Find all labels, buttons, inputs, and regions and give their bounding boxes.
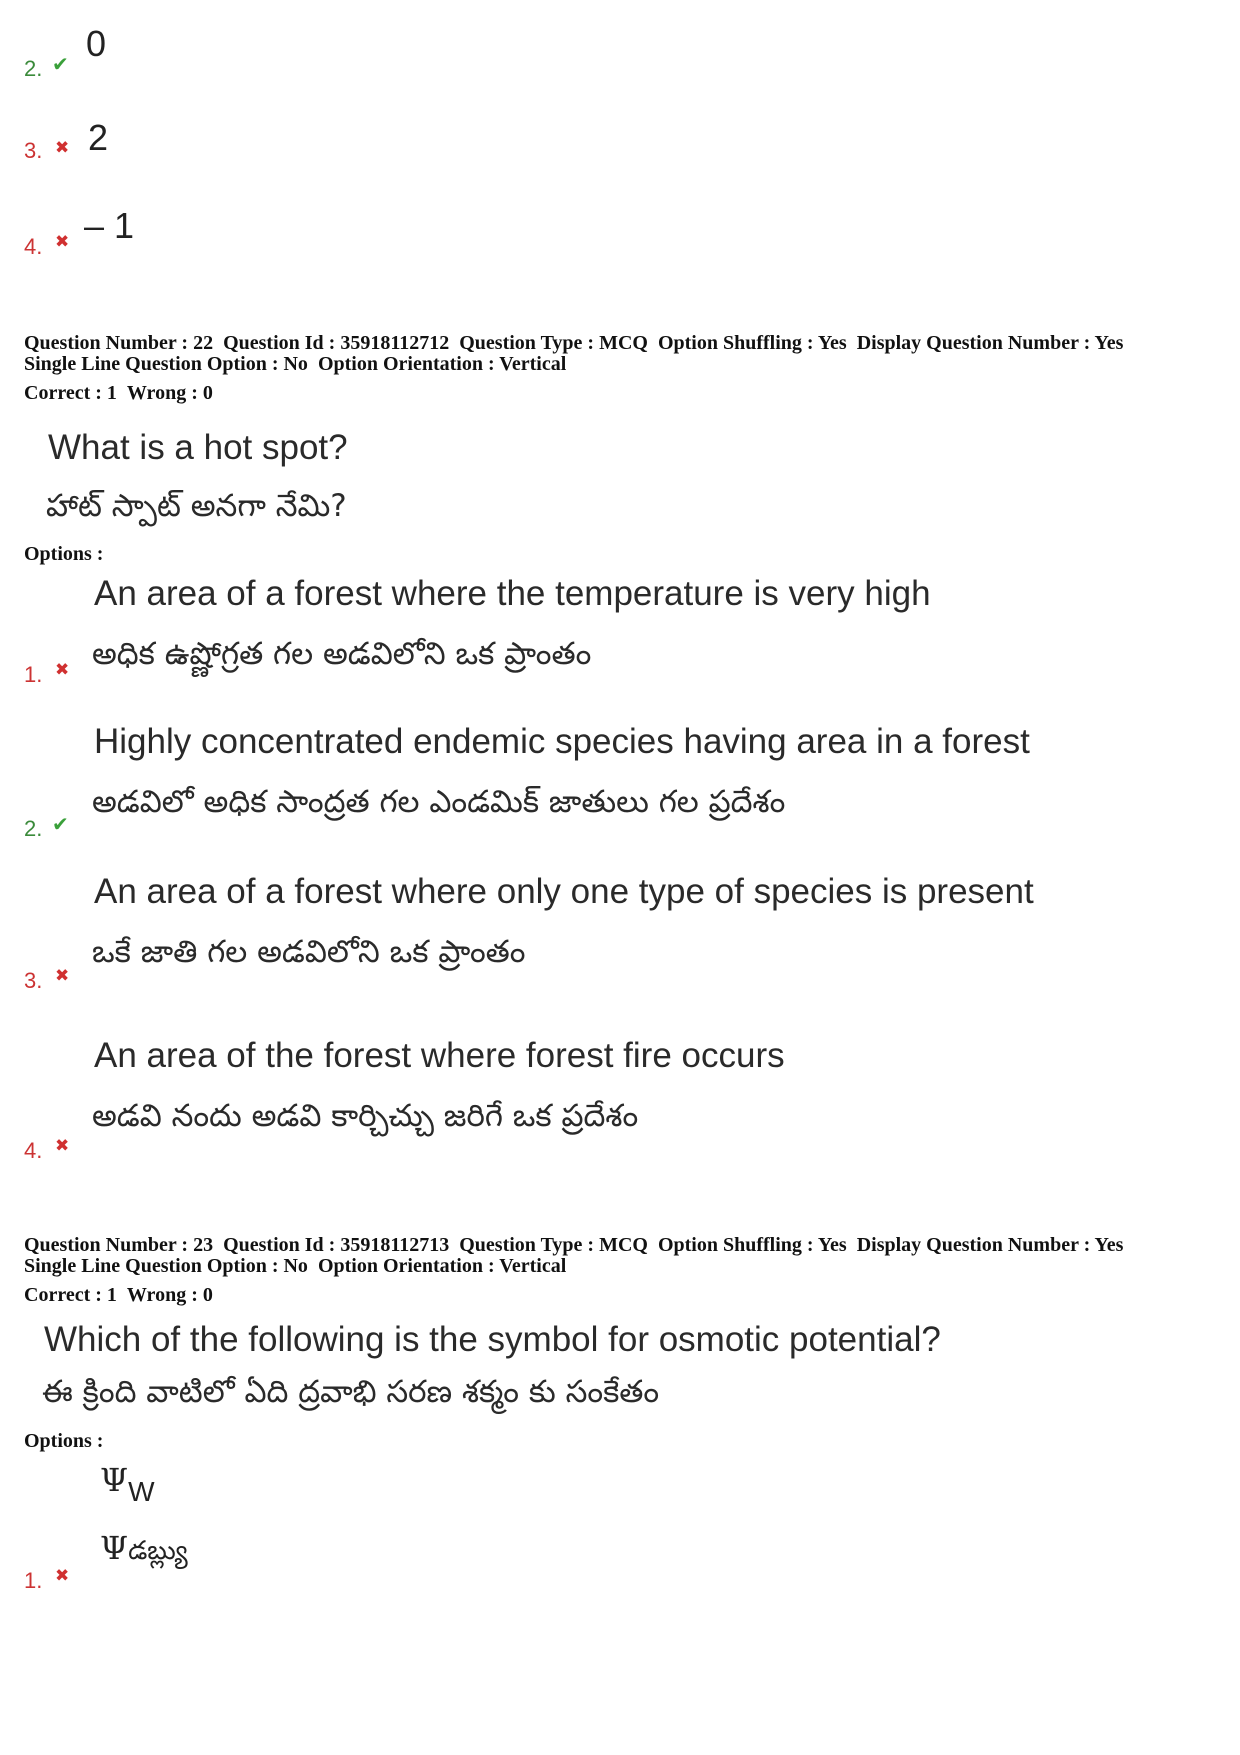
option-text-te: అడవిలో అధిక సాంద్రత గల ఎండమిక్ జాతులు గల ప్రదేశం: [92, 784, 786, 820]
option-number: 4.: [24, 234, 43, 259]
option-shuffling: Option Shuffling : Yes: [657, 332, 847, 354]
option-number: 3.: [24, 138, 43, 163]
question-type: Question Type : MCQ: [459, 1234, 648, 1256]
question-type: Question Type : MCQ: [459, 332, 648, 354]
symbol-subscript: W: [128, 1476, 155, 1507]
question-text-te: ఈ క్రింది వాటిలో ఏది ద్రవాభి సరణ శక్మం కు సంకేతం: [42, 1374, 660, 1410]
option-value: – 1: [84, 205, 135, 246]
cross-icon: ✖: [55, 1566, 70, 1586]
wrong-marks: Wrong : 0: [126, 382, 213, 404]
cross-icon: ✖: [55, 966, 70, 986]
display-question-number: Display Question Number : Yes: [856, 332, 1124, 354]
symbol-subscript-te: డబ్ల్యు: [128, 1536, 188, 1566]
question-meta-line2: [24, 1255, 576, 1277]
correct-marks: Correct : 1: [24, 382, 117, 404]
option-number: 3.: [24, 968, 43, 993]
display-question-number: Display Question Number : Yes: [856, 1234, 1124, 1256]
option-shuffling: Option Shuffling : Yes: [657, 1234, 847, 1256]
option-number: 1.: [24, 662, 43, 687]
option-number: 4.: [24, 1138, 43, 1163]
check-icon: ✔: [52, 812, 69, 836]
question-text-te: హాట్ స్పాట్ అనగా నేమి?: [46, 488, 347, 524]
cross-icon: ✖: [55, 138, 70, 158]
question-meta-line1: [24, 332, 1133, 354]
cross-icon: ✖: [55, 1136, 70, 1156]
option-number: 2.: [24, 816, 43, 841]
single-line-option: Single Line Question Option : No: [24, 353, 308, 375]
wrong-marks: Wrong : 0: [126, 1284, 213, 1306]
option-value: 0: [86, 23, 107, 64]
question-text-en: Which of the following is the symbol for osmotic potential?: [44, 1320, 941, 1359]
cross-icon: ✖: [55, 232, 70, 252]
option-symbol-te: [100, 1530, 188, 1569]
question-meta-line2: [24, 353, 576, 375]
psi-symbol: Ψ: [100, 1461, 129, 1499]
psi-symbol: Ψ: [100, 1529, 129, 1567]
question-id: Question Id : 35918112713: [223, 1234, 450, 1256]
option-value: 2: [88, 117, 109, 158]
question-text-en: What is a hot spot?: [48, 428, 348, 467]
option-text-en: An area of a forest where the temperature is very high: [94, 574, 931, 613]
question-marks: [24, 1284, 223, 1306]
question-number: Question Number : 22: [24, 332, 214, 354]
option-text-en: Highly concentrated endemic species having area in a forest: [94, 722, 1030, 761]
single-line-option: Single Line Question Option : No: [24, 1255, 308, 1277]
option-text-te: అడవి నందు అడవి కార్చిచ్చు జరిగే ఒక ప్రదేశం: [92, 1098, 639, 1134]
option-number: 1.: [24, 1568, 43, 1593]
cross-icon: ✖: [55, 660, 70, 680]
correct-marks: Correct : 1: [24, 1284, 117, 1306]
question-meta-line1: [24, 1234, 1133, 1256]
option-text-te: అధిక ఉష్ణోగ్రత గల అడవిలోని ఒక ప్రాంతం: [92, 636, 592, 672]
option-text-en: An area of a forest where only one type of species is present: [94, 872, 1034, 911]
option-text-en: An area of the forest where forest fire occurs: [94, 1036, 785, 1075]
question-marks: [24, 382, 223, 404]
option-orientation: Option Orientation : Vertical: [317, 1255, 567, 1277]
check-icon: ✔: [52, 52, 69, 76]
question-number: Question Number : 23: [24, 1234, 214, 1256]
options-label: Options :: [24, 543, 104, 565]
question-id: Question Id : 35918112712: [223, 332, 450, 354]
options-label: Options :: [24, 1430, 104, 1452]
option-text-te: ఒకే జాతి గల అడవిలోని ఒక ప్రాంతం: [92, 934, 526, 970]
option-number: 2.: [24, 56, 43, 81]
option-orientation: Option Orientation : Vertical: [317, 353, 567, 375]
option-symbol-en: [100, 1462, 155, 1510]
